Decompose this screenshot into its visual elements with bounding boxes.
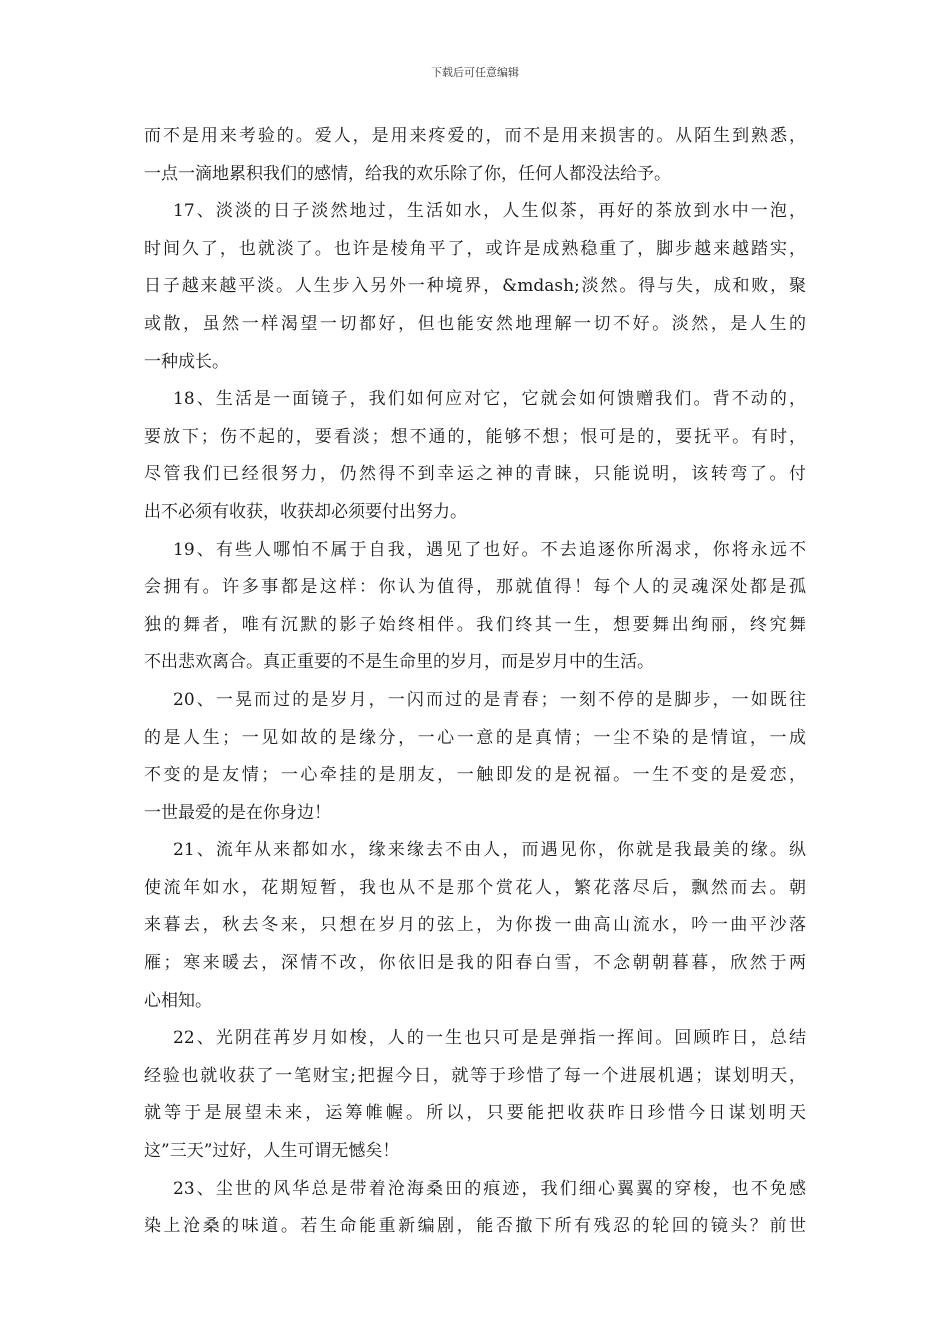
text-line: 18、生活是一面镜子，我们如何应对它，它就会如何馈赠我们。背不动的， bbox=[173, 389, 806, 410]
text-line: 就等于是展望未来，运筹帷幄。所以，只要能把收获昨日珍惜今日谋划明天 bbox=[144, 1103, 806, 1124]
text-line: 经验也就收获了一笔财宝;把握今日，就等于珍惜了每一个进展机遇；谋划明天， bbox=[144, 1065, 806, 1086]
text-line: 要放下；伤不起的，要看淡；想不通的，能够不想；恨可是的，要抚平。有时， bbox=[144, 426, 806, 447]
text-line: 一世最爱的是在你身边！ bbox=[144, 802, 331, 823]
text-line: 使流年如水，花期短暂，我也从不是那个赏花人，繁花落尽后，飘然而去。朝 bbox=[144, 877, 806, 898]
text-line: 尽管我们已经很努力，仍然得不到幸运之神的青睐，只能说明，该转弯了。付 bbox=[144, 464, 806, 485]
text-line: 不变的是友情；一心牵挂的是朋友，一触即发的是祝福。一生不变的是爱恋， bbox=[144, 765, 806, 786]
text-line: 日子越来越平淡。人生步入另外一种境界，&mdash;淡然。得与失，成和败，聚 bbox=[144, 276, 806, 297]
text-line: 21、流年从来都如水，缘来缘去不由人，而遇见你，你就是我最美的缘。纵 bbox=[173, 840, 806, 861]
text-line: 独的舞者，唯有沉默的影子始终相伴。我们终其一生，想要舞出绚丽，终究舞 bbox=[144, 614, 806, 635]
text-line: 23、尘世的风华总是带着沧海桑田的痕迹，我们细心翼翼的穿梭，也不免感 bbox=[173, 1178, 806, 1199]
text-line: 一种成长。 bbox=[144, 351, 229, 372]
text-line: 来暮去，秋去冬来，只想在岁月的弦上，为你拨一曲高山流水，吟一曲平沙落 bbox=[144, 915, 806, 936]
text-line: 一点一滴地累积我们的感情，给我的欢乐除了你，任何人都没法给予。 bbox=[144, 163, 671, 184]
text-line: 19、有些人哪怕不属于自我，遇见了也好。不去追逐你所渴求，你将永远不 bbox=[173, 539, 806, 560]
text-line: 时间久了，也就淡了。也许是棱角平了，或许是成熟稳重了，脚步越来越踏实， bbox=[144, 238, 806, 259]
text-line: 心相知。 bbox=[144, 990, 212, 1011]
text-line: 会拥有。许多事都是这样：你认为值得，那就值得！每个人的灵魂深处都是孤 bbox=[144, 577, 806, 598]
text-line: 22、光阴荏苒岁月如梭，人的一生也只可是是弹指一挥间。回顾昨日，总结 bbox=[173, 1028, 806, 1049]
text-line: 染上沧桑的味道。若生命能重新编剧，能否撤下所有残忍的轮回的镜头？前世 bbox=[144, 1216, 806, 1237]
text-line: 20、一晃而过的是岁月，一闪而过的是青春；一刻不停的是脚步，一如既往 bbox=[173, 689, 806, 710]
text-line: 出不必须有收获，收获却必须要付出努力。 bbox=[144, 501, 467, 522]
text-line: 的是人生；一见如故的是缘分，一心一意的是真情；一尘不染的是情谊，一成 bbox=[144, 727, 806, 748]
text-line: 而不是用来考验的。爱人，是用来疼爱的，而不是用来损害的。从陌生到熟悉， bbox=[144, 126, 806, 146]
text-line: 这”三天”过好，人生可谓无憾矣！ bbox=[144, 1141, 400, 1162]
text-line: 17、淡淡的日子淡然地过，生活如水，人生似茶，再好的茶放到水中一泡， bbox=[173, 201, 806, 222]
page-header: 下载后可任意编辑 bbox=[431, 66, 519, 79]
text-line: 雁；寒来暖去，深情不改，你依旧是我的阳春白雪，不念朝朝暮暮，欣然于两 bbox=[144, 953, 806, 974]
text-line: 或散，虽然一样渴望一切都好，但也能安然地理解一切不好。淡然，是人生的 bbox=[144, 313, 806, 334]
document-body bbox=[144, 118, 806, 1246]
text-line: 不出悲欢离合。真正重要的不是生命里的岁月，而是岁月中的生活。 bbox=[144, 652, 654, 673]
